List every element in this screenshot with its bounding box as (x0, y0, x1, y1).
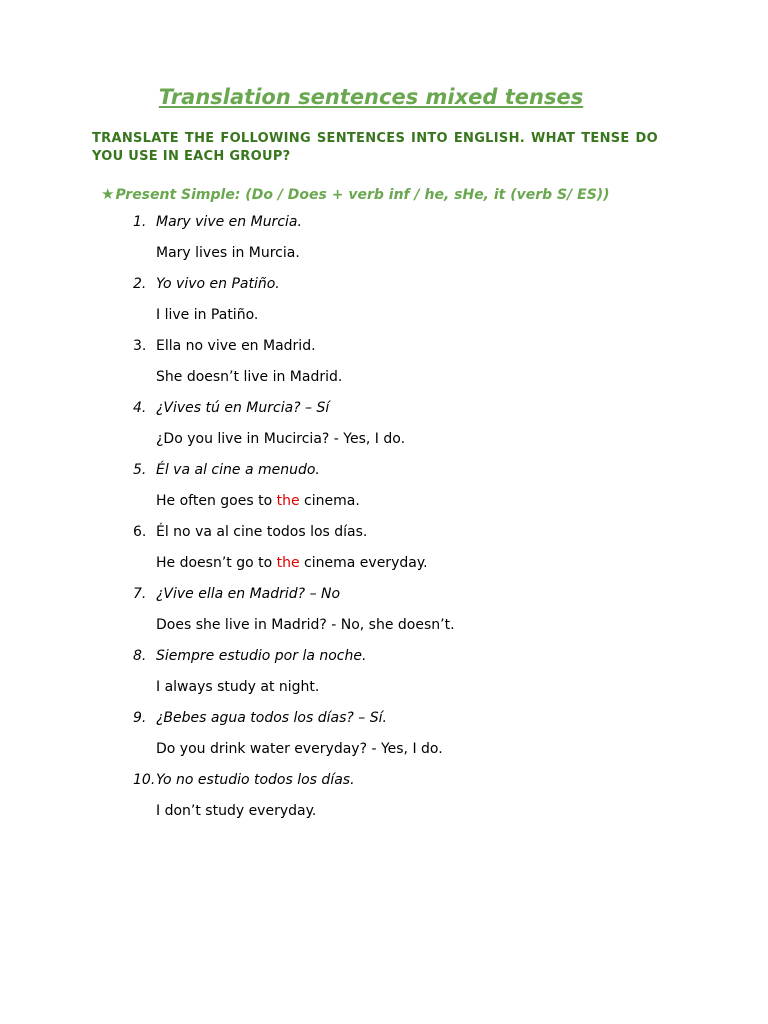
english-translation: ¿Do you live in Mucircia? - Yes, I do. (156, 431, 406, 447)
list-item (0, 274, 768, 336)
list-item (0, 212, 768, 274)
instructions: TRANSLATE THE FOLLOWING SENTENCES INTO ENGLISH. WHAT TENSE DO YOU USE IN EACH GROUP? (92, 131, 658, 164)
highlighted-word: the (276, 493, 300, 509)
english-translation (156, 491, 360, 511)
list-item (0, 646, 768, 708)
spanish-sentence: Yo no estudio todos los días. (156, 772, 355, 788)
item-number: 2. (133, 276, 147, 292)
spanish-sentence: ¿Vive ella en Madrid? – No (156, 586, 341, 602)
grammar-rule (101, 185, 610, 203)
list-item (0, 398, 768, 460)
item-number: 10. (133, 772, 156, 788)
grammar-rule-text: Present Simple: (Do / Does + verb inf / he, sHe, it (verb S/ ES)) (115, 187, 610, 203)
list-item (0, 584, 768, 646)
spanish-sentence: Ella no vive en Madrid. (156, 338, 316, 354)
english-translation: Does she live in Madrid? - No, she doesn’t. (156, 617, 455, 633)
translation-text: He often goes to (156, 493, 277, 509)
item-number: 7. (133, 586, 147, 602)
english-translation: She doesn’t live in Madrid. (156, 369, 343, 385)
list-item (0, 522, 768, 584)
list-item (0, 708, 768, 770)
sentence-list (0, 212, 768, 832)
english-translation: I live in Patiño. (156, 307, 259, 323)
translation-text: cinema everyday. (299, 555, 428, 571)
item-number: 6. (133, 524, 147, 540)
item-number: 8. (133, 648, 147, 664)
english-translation: Do you drink water everyday? - Yes, I do. (156, 741, 443, 757)
english-translation: I always study at night. (156, 679, 320, 695)
item-number: 5. (133, 462, 147, 478)
spanish-sentence: Siempre estudio por la noche. (156, 648, 367, 664)
highlighted-word: the (276, 555, 300, 571)
spanish-sentence: Yo vivo en Patiño. (156, 276, 280, 292)
item-number: 1. (133, 214, 147, 230)
spanish-sentence: Él no va al cine todos los días. (156, 524, 368, 540)
star-icon: ★ (101, 185, 115, 203)
english-translation (156, 553, 428, 573)
spanish-sentence: Mary vive en Murcia. (156, 214, 302, 230)
spanish-sentence: ¿Bebes agua todos los días? – Sí. (156, 710, 387, 726)
translation-text: He doesn’t go to (156, 555, 277, 571)
spanish-sentence: ¿Vives tú en Murcia? – Sí (156, 400, 330, 416)
list-item (0, 336, 768, 398)
spanish-sentence: Él va al cine a menudo. (156, 462, 320, 478)
page-title: Translation sentences mixed tenses (158, 85, 584, 109)
translation-text: cinema. (299, 493, 360, 509)
list-item (0, 770, 768, 832)
item-number: 3. (133, 338, 147, 354)
english-translation: Mary lives in Murcia. (156, 245, 300, 261)
english-translation: I don’t study everyday. (156, 803, 317, 819)
item-number: 9. (133, 710, 147, 726)
list-item (0, 460, 768, 522)
item-number: 4. (133, 400, 147, 416)
